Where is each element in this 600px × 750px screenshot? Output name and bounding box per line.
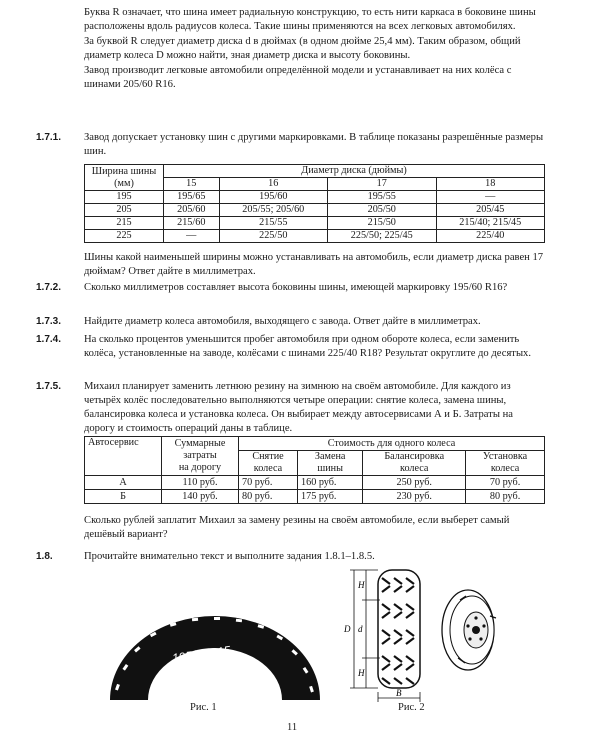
tire-sidewall-figure <box>110 616 320 700</box>
op-line: Установка <box>482 451 528 462</box>
header-service: Автосервис <box>85 437 162 476</box>
cell: 225/40 <box>436 230 545 243</box>
task-1-7-1 <box>36 131 546 161</box>
task-1-7-3 <box>36 315 546 331</box>
task-1-7-2 <box>36 281 546 297</box>
table-row <box>85 217 545 230</box>
header-op-balance <box>363 451 466 476</box>
op-line: Балансировка <box>384 451 445 462</box>
task-number: 1.7.5. <box>36 381 62 392</box>
task-number: 1.7.4. <box>36 334 62 345</box>
header-width-unit: (мм) <box>114 177 134 189</box>
figure-2-caption: Рис. 2 <box>398 702 425 713</box>
header-diameter: Диаметр диска (дюймы) <box>164 165 545 178</box>
task-text: На сколько процентов уменьшится пробег автомобиля при одном обороте колеса, если заменить колёса, установленные на заводе, колёсами с шинами 225/40 R18? Результат округлите до десятых. <box>84 334 532 359</box>
cell: 230 руб. <box>363 490 466 504</box>
op-line: колеса <box>400 463 429 474</box>
cell: 215/60 <box>164 217 220 230</box>
col-18: 18 <box>436 178 545 191</box>
cell: 250 руб. <box>363 476 466 490</box>
header-road-line: затраты <box>183 450 217 461</box>
op-line: колеса <box>490 463 520 474</box>
label-B: B <box>396 688 402 698</box>
intro-paragraph-3: Завод производит легковые автомобили определённой модели и устанавливает на них колёса с шинами 205/60 R16. <box>84 65 512 90</box>
table-row <box>85 204 545 217</box>
cell: 175 руб. <box>298 490 363 504</box>
cell: 140 руб. <box>162 490 239 504</box>
label-H-bottom: H <box>358 668 365 678</box>
cell: — <box>164 230 220 243</box>
tire-marking-text: 195/65R15 <box>171 643 232 666</box>
cell: 80 руб. <box>466 490 545 504</box>
task-number: 1.7.2. <box>36 282 62 293</box>
cell: 160 руб. <box>298 476 363 490</box>
cell: А <box>85 476 162 490</box>
intro-text <box>84 6 546 93</box>
task-1-7-4 <box>36 333 546 363</box>
col-17: 17 <box>328 178 436 191</box>
header-op-remove <box>239 451 298 476</box>
task-1-7-5-question: Сколько рублей заплатит Михаил за замену резины на своём автомобиле, если выберет самый дешёвый вариант? <box>84 515 510 540</box>
cell: 225 <box>85 230 164 243</box>
cell: 215/40; 215/45 <box>436 217 545 230</box>
cell: 215/50 <box>328 217 436 230</box>
cell: 195/65 <box>164 191 220 204</box>
task-1-7-5 <box>36 380 546 438</box>
header-cost: Стоимость для одного колеса <box>239 437 545 451</box>
cell: 195/55 <box>328 191 436 204</box>
task-number: 1.7.3. <box>36 316 62 327</box>
cell: 225/50 <box>219 230 327 243</box>
cell: 205/50 <box>328 204 436 217</box>
task-number: 1.7.1. <box>36 132 62 143</box>
cell: 205/45 <box>436 204 545 217</box>
cell: Б <box>85 490 162 504</box>
label-D: D <box>344 624 351 634</box>
table-row <box>85 230 545 243</box>
task-text: Завод допускает установку шин с другими маркировками. В таблице показаны разрешённые размеры шин. <box>84 132 544 157</box>
page-number: 11 <box>287 722 298 733</box>
cell: 205/60 <box>164 204 220 217</box>
task-text: Прочитайте внимательно текст и выполните задания 1.8.1–1.8.5. <box>84 551 375 562</box>
task-1-8 <box>36 550 546 566</box>
op-line: колеса <box>253 463 283 474</box>
op-line: Снятие <box>252 451 284 462</box>
label-d: d <box>358 624 363 634</box>
header-road-line: Суммарные <box>174 438 226 449</box>
cell: 110 руб. <box>162 476 239 490</box>
col-16: 16 <box>219 178 327 191</box>
intro-paragraph-2: За буквой R следует диаметр диска d в дюймах (в одном дюйме 25,4 мм). Таким образом, общий диаметр колеса D можно найти, зная диаметр диска и высоту боковины. <box>84 36 521 61</box>
header-road <box>162 437 239 476</box>
figure-1-caption: Рис. 1 <box>190 702 217 713</box>
cell: 70 руб. <box>466 476 545 490</box>
op-line: Замена <box>314 451 346 462</box>
cell: 215 <box>85 217 164 230</box>
cell: 80 руб. <box>239 490 298 504</box>
task-number: 1.8. <box>36 551 53 562</box>
intro-paragraph-1: Буква R означает, что шина имеет радиальную конструкцию, то есть нити каркаса в боковине шины расположены вдоль радиусов колеса. Такие шины применяются на всех легковых автомобилях. <box>84 7 536 32</box>
cell: 225/50; 225/45 <box>328 230 436 243</box>
task-1-7-1-question: Шины какой наименьшей ширины можно устанавливать на автомобиль, если диаметр диска равен 17 дюймам? Ответ дайте в миллиметрах. <box>84 252 544 277</box>
header-width <box>85 165 164 191</box>
table-row <box>85 476 545 490</box>
task-text: Сколько миллиметров составляет высота боковины шины, имеющей маркировку 195/60 R16? <box>84 282 508 293</box>
tire-size-table <box>84 164 545 243</box>
cell: 195/60 <box>219 191 327 204</box>
cell: — <box>436 191 545 204</box>
header-width-label: Ширина шины <box>91 165 157 177</box>
table-row <box>85 191 545 204</box>
cell: 70 руб. <box>239 476 298 490</box>
service-cost-table <box>84 436 545 504</box>
cell: 205 <box>85 204 164 217</box>
col-15: 15 <box>164 178 220 191</box>
label-H-top: H <box>358 580 365 590</box>
header-road-line: на дорогу <box>178 462 222 473</box>
task-text: Михаил планирует заменить летнюю резину на зимнюю на своём автомобиле. Для каждого из четырёх колёс последовательно выполняются четыре операции: снятие колеса, замена шины, балансировка колеса и установка колеса. Он выбирает между автосервисами А и Б. Затраты на дорогу и стоимость операций даны в таблице. <box>84 381 513 434</box>
op-line: шины <box>317 463 343 474</box>
cell: 195 <box>85 191 164 204</box>
cell: 205/55; 205/60 <box>219 204 327 217</box>
table-row <box>85 490 545 504</box>
cell: 215/55 <box>219 217 327 230</box>
task-text: Найдите диаметр колеса автомобиля, выходящего с завода. Ответ дайте в миллиметрах. <box>84 316 481 327</box>
header-op-install <box>466 451 545 476</box>
header-op-replace <box>298 451 363 476</box>
tire-wheel-figure <box>340 566 540 706</box>
